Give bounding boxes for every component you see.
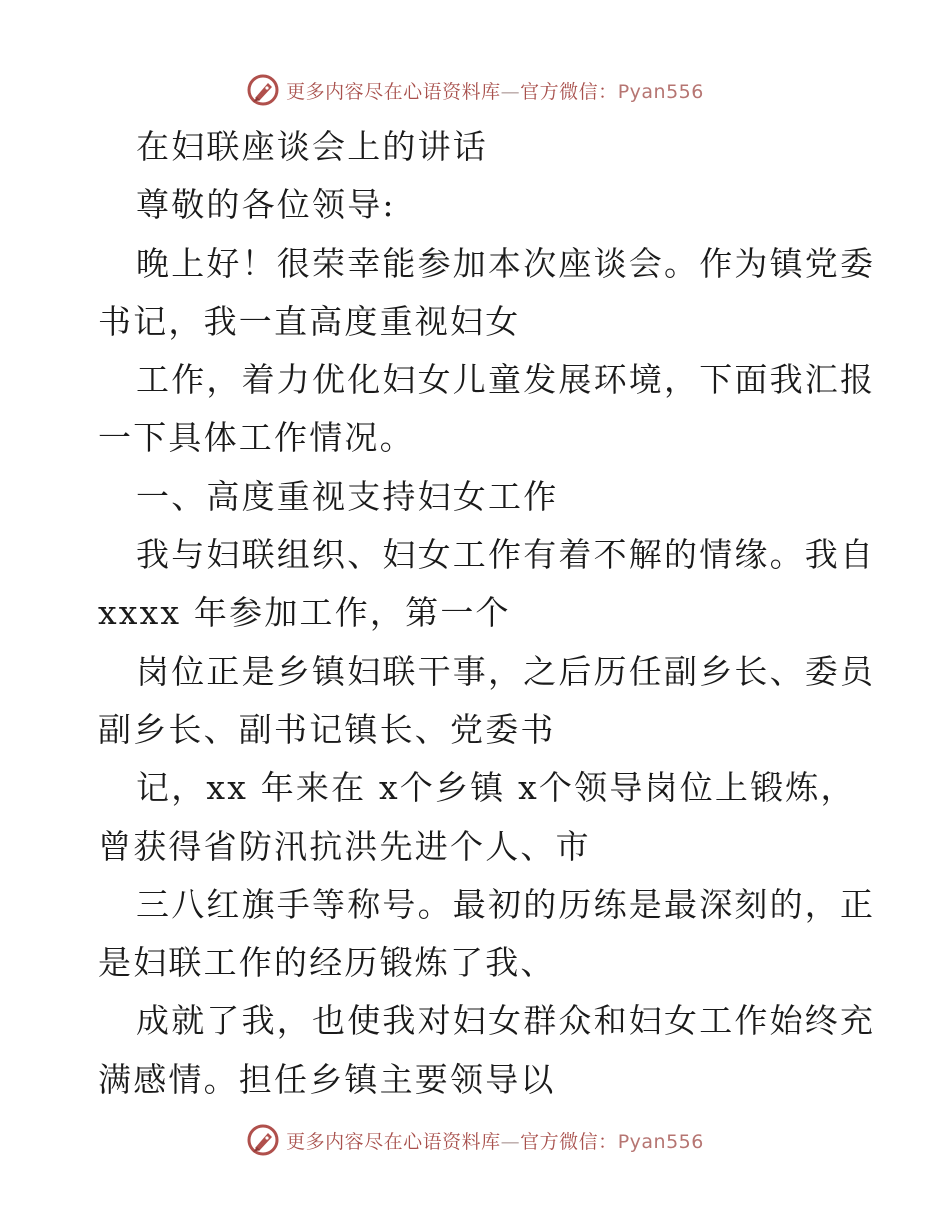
header-watermark (0, 70, 950, 110)
paragraph-line: 曾获得省防汛抗洪先进个人、市 (98, 826, 591, 866)
watermark-text (286, 77, 704, 104)
document-body (98, 118, 876, 1109)
watermark-dash: — (500, 1130, 521, 1153)
paragraph-line: 一、高度重视支持妇女工作 (136, 476, 559, 516)
watermark-official: 官方微信： (520, 1130, 618, 1153)
watermark-group (246, 73, 704, 107)
watermark-text (286, 1127, 704, 1154)
paragraph-line: 岗位正是乡镇妇联干事，之后历任副乡长、委员 (136, 651, 876, 691)
pen-nib-circle-icon (246, 73, 280, 107)
paragraph-line: 一下具体工作情况。 (98, 418, 415, 458)
watermark-official: 官方微信： (520, 80, 618, 103)
paragraph-line: 尊敬的各位领导: (136, 185, 396, 225)
paragraph-line: 记，xx 年来在 x个乡镇 x个领导岗位上锻炼， (136, 768, 856, 808)
paragraph-line: xxxx 年参加工作，第一个 (98, 593, 511, 633)
paragraph-line: 晚上好！很荣幸能参加本次座谈会。作为镇党委 (136, 243, 876, 283)
paragraph-line: 满感情。担任乡镇主要领导以 (98, 1059, 556, 1099)
watermark-main: 更多内容尽在心语资料库 (286, 80, 501, 103)
paragraph-line: 书记，我一直高度重视妇女 (98, 301, 521, 341)
watermark-id: Pyan556 (617, 80, 704, 103)
watermark-group (246, 1123, 704, 1157)
paragraph-line: 副乡长、副书记镇长、党委书 (98, 709, 556, 749)
watermark-id: Pyan556 (617, 1130, 704, 1153)
footer-watermark (0, 1120, 950, 1160)
paragraph-line: 工作，着力优化妇女儿童发展环境，下面我汇报 (136, 360, 876, 400)
paragraph-line: 三八红旗手等称号。最初的历练是最深刻的，正 (136, 884, 876, 924)
paragraph-line: 我与妇联组织、妇女工作有着不解的情缘。我自 (136, 535, 876, 575)
paragraph-line: 是妇联工作的经历锻炼了我、 (98, 943, 556, 983)
paragraph-line: 成就了我，也使我对妇女群众和妇女工作始终充 (136, 1001, 876, 1041)
document-title: 在妇联座谈会上的讲话 (136, 127, 488, 166)
watermark-main: 更多内容尽在心语资料库 (286, 1130, 501, 1153)
pen-nib-circle-icon (246, 1123, 280, 1157)
watermark-dash: — (500, 80, 521, 103)
